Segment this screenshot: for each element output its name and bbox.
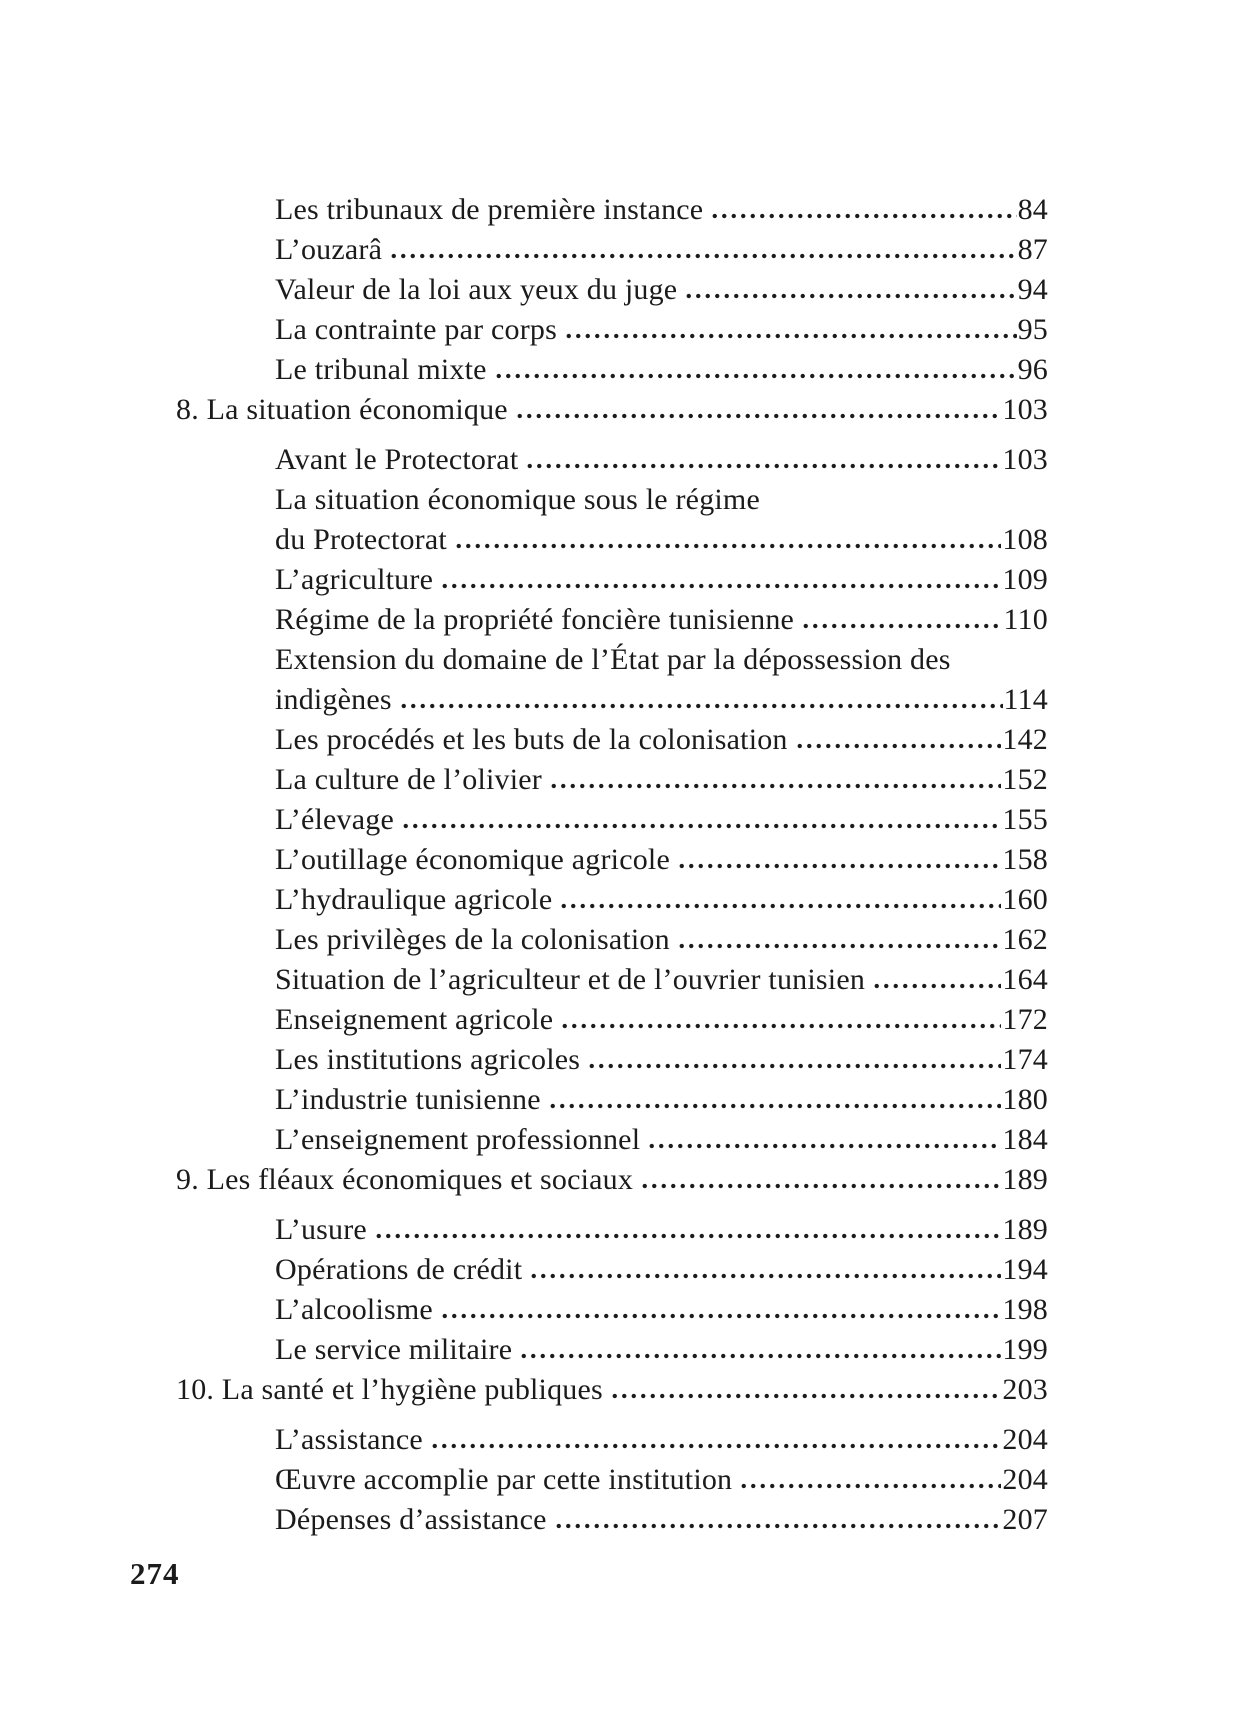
toc-entry-label: L’agriculture xyxy=(275,563,434,596)
toc-entry-page-number: 103 xyxy=(1002,443,1048,476)
toc-entry-line xyxy=(275,640,1048,680)
toc-entry-page-number: 158 xyxy=(1002,843,1048,876)
toc-entry xyxy=(176,640,1048,720)
dot-leader xyxy=(389,253,1016,259)
toc-entry-label: Opérations de crédit xyxy=(275,1253,523,1286)
toc-entry-line xyxy=(275,270,1048,310)
toc-entry-label: La contrainte par corps xyxy=(275,313,557,346)
dot-leader xyxy=(587,1063,1001,1069)
toc-entry-line xyxy=(275,1210,1048,1250)
toc-entry xyxy=(176,560,1048,600)
toc-entry-label: L’alcoolisme xyxy=(275,1293,433,1326)
toc-entry-label: Extension du domaine de l’État par la dépossession des xyxy=(275,643,951,676)
toc-entry-line xyxy=(275,230,1048,270)
toc-entry-line xyxy=(275,520,1048,560)
toc-entry-line xyxy=(176,1160,1048,1200)
toc-entry xyxy=(176,760,1048,800)
dot-leader xyxy=(430,1443,1001,1449)
dot-leader xyxy=(801,623,1002,629)
toc-entry-page-number: 207 xyxy=(1002,1503,1048,1536)
toc-entry xyxy=(176,1040,1048,1080)
dot-leader xyxy=(529,1273,1001,1279)
dot-leader xyxy=(440,583,1001,589)
toc-entry-line xyxy=(275,350,1048,390)
toc-entry-line xyxy=(275,480,1048,520)
toc-entry-line xyxy=(275,760,1048,800)
toc-entry xyxy=(176,1420,1048,1460)
toc-entry-label: L’enseignement professionnel xyxy=(275,1123,641,1156)
toc-entry-page-number: 95 xyxy=(1017,313,1048,346)
dot-leader xyxy=(399,703,1003,709)
toc-entry-line xyxy=(176,390,1048,430)
toc-entry xyxy=(176,1370,1048,1410)
toc-entry-label: L’industrie tunisienne xyxy=(275,1083,541,1116)
toc-entry-label: 9. Les fléaux économiques et sociaux xyxy=(176,1163,634,1196)
toc-entry-label: Les privilèges de la colonisation xyxy=(275,923,670,956)
dot-leader xyxy=(710,213,1016,219)
toc-entry-label: La situation économique sous le régime xyxy=(275,483,760,516)
toc-entry-line xyxy=(275,1330,1048,1370)
toc-entry-line xyxy=(275,1000,1048,1040)
toc-entry-page-number: 199 xyxy=(1002,1333,1048,1366)
toc-entry-label: L’ouzarâ xyxy=(275,233,383,266)
toc-entry xyxy=(176,350,1048,390)
dot-leader xyxy=(440,1313,1001,1319)
toc-entry xyxy=(176,1500,1048,1540)
dot-leader xyxy=(515,413,1002,419)
dot-leader xyxy=(610,1393,1002,1399)
toc-entry-page-number: 198 xyxy=(1002,1293,1048,1326)
toc-entry xyxy=(176,1000,1048,1040)
toc-entry-page-number: 84 xyxy=(1017,193,1048,226)
toc-entry-page-number: 172 xyxy=(1002,1003,1048,1036)
toc-entry-page-number: 189 xyxy=(1002,1213,1048,1246)
dot-leader xyxy=(374,1233,1001,1239)
dot-leader xyxy=(548,1103,1002,1109)
dot-leader xyxy=(560,1023,1001,1029)
toc-entry-page-number: 162 xyxy=(1002,923,1048,956)
toc-entry-label: L’élevage xyxy=(275,803,394,836)
toc-entry-line xyxy=(275,560,1048,600)
dot-leader xyxy=(677,943,1002,949)
toc-entry-line xyxy=(275,190,1048,230)
toc-entry-page-number: 180 xyxy=(1002,1083,1048,1116)
toc-entry-line xyxy=(275,1420,1048,1460)
toc-entry-line xyxy=(275,310,1048,350)
toc-entry-page-number: 194 xyxy=(1002,1253,1048,1286)
dot-leader xyxy=(684,293,1016,299)
dot-leader xyxy=(795,743,1002,749)
toc-entry-label: Valeur de la loi aux yeux du juge xyxy=(275,273,678,306)
toc-entry-page-number: 204 xyxy=(1002,1423,1048,1456)
toc-entry-page-number: 160 xyxy=(1002,883,1048,916)
toc-entry xyxy=(176,1120,1048,1160)
dot-leader xyxy=(401,823,1001,829)
toc-entry-label: 10. La santé et l’hygiène publiques xyxy=(176,1373,603,1406)
table-of-contents xyxy=(176,190,1048,1540)
page-folio: 274 xyxy=(130,1556,180,1591)
toc-entry-line xyxy=(275,1290,1048,1330)
toc-entry-label: Avant le Protectorat xyxy=(275,443,519,476)
toc-entry-line xyxy=(275,720,1048,760)
toc-entry-label: Les procédés et les buts de la colonisation xyxy=(275,723,788,756)
toc-entry xyxy=(176,960,1048,1000)
dot-leader xyxy=(519,1353,1001,1359)
toc-entry xyxy=(176,1290,1048,1330)
toc-entry-page-number: 155 xyxy=(1002,803,1048,836)
toc-entry-label: L’usure xyxy=(275,1213,367,1246)
toc-entry-label: 8. La situation économique xyxy=(176,393,508,426)
toc-entry-page-number: 87 xyxy=(1017,233,1048,266)
toc-entry-label: Enseignement agricole xyxy=(275,1003,554,1036)
toc-entry-line xyxy=(275,600,1048,640)
toc-entry xyxy=(176,1160,1048,1200)
toc-entry-page-number: 189 xyxy=(1002,1163,1048,1196)
toc-entry-line xyxy=(275,920,1048,960)
dot-leader xyxy=(564,333,1017,339)
toc-entry xyxy=(176,1080,1048,1120)
toc-entry xyxy=(176,840,1048,880)
toc-entry xyxy=(176,600,1048,640)
toc-entry xyxy=(176,230,1048,270)
dot-leader xyxy=(559,903,1001,909)
toc-entry-label: Régime de la propriété foncière tunisienne xyxy=(275,603,795,636)
toc-entry-line xyxy=(275,800,1048,840)
toc-entry-line xyxy=(275,680,1048,720)
toc-entry xyxy=(176,310,1048,350)
toc-entry-label: Le tribunal mixte xyxy=(275,353,487,386)
toc-entry-line xyxy=(275,1460,1048,1500)
toc-entry-line xyxy=(275,880,1048,920)
dot-leader xyxy=(640,1183,1001,1189)
toc-entry-label: L’outillage économique agricole xyxy=(275,843,670,876)
dot-leader xyxy=(739,1483,1001,1489)
dot-leader xyxy=(549,783,1001,789)
toc-entry-page-number: 164 xyxy=(1002,963,1048,996)
toc-entry xyxy=(176,1330,1048,1370)
toc-entry-page-number: 142 xyxy=(1002,723,1048,756)
toc-entry xyxy=(176,880,1048,920)
toc-entry-line xyxy=(275,440,1048,480)
toc-entry-page-number: 152 xyxy=(1002,763,1048,796)
dot-leader xyxy=(872,983,1001,989)
toc-entry-label: Le service militaire xyxy=(275,1333,513,1366)
toc-entry-label: Les institutions agricoles xyxy=(275,1043,581,1076)
toc-entry-page-number: 114 xyxy=(1003,683,1048,716)
dot-leader xyxy=(454,543,1001,549)
toc-entry-page-number: 204 xyxy=(1002,1463,1048,1496)
toc-entry-label: L’assistance xyxy=(275,1423,423,1456)
toc-entry-page-number: 103 xyxy=(1002,393,1048,426)
toc-entry-label: Les tribunaux de première instance xyxy=(275,193,704,226)
dot-leader xyxy=(494,373,1017,379)
toc-entry-label: Œuvre accomplie par cette institution xyxy=(275,1463,733,1496)
toc-entry-label: du Protectorat xyxy=(275,523,447,556)
dot-leader xyxy=(677,863,1001,869)
toc-entry-label: La culture de l’olivier xyxy=(275,763,542,796)
dot-leader xyxy=(525,463,1001,469)
toc-entry xyxy=(176,190,1048,230)
toc-entry-page-number: 109 xyxy=(1002,563,1048,596)
toc-entry-label: Dépenses d’assistance xyxy=(275,1503,547,1536)
toc-entry xyxy=(176,800,1048,840)
toc-entry-page-number: 174 xyxy=(1002,1043,1048,1076)
toc-entry-page-number: 184 xyxy=(1002,1123,1048,1156)
dot-leader xyxy=(554,1523,1002,1529)
toc-entry-line xyxy=(275,1040,1048,1080)
toc-entry-page-number: 94 xyxy=(1017,273,1048,306)
toc-entry xyxy=(176,1250,1048,1290)
toc-entry xyxy=(176,920,1048,960)
toc-entry-page-number: 108 xyxy=(1002,523,1048,556)
toc-entry-label: indigènes xyxy=(275,683,392,716)
toc-entry xyxy=(176,480,1048,560)
toc-entry-line xyxy=(275,840,1048,880)
toc-entry-page-number: 110 xyxy=(1003,603,1048,636)
toc-entry xyxy=(176,720,1048,760)
toc-entry xyxy=(176,440,1048,480)
toc-entry xyxy=(176,1460,1048,1500)
toc-entry-line xyxy=(275,1080,1048,1120)
toc-entry-line xyxy=(176,1370,1048,1410)
toc-entry-line xyxy=(275,1250,1048,1290)
toc-entry-label: Situation de l’agriculteur et de l’ouvrier tunisien xyxy=(275,963,866,996)
toc-entry xyxy=(176,270,1048,310)
toc-entry-line xyxy=(275,960,1048,1000)
toc-entry-line xyxy=(275,1500,1048,1540)
toc-entry-page-number: 96 xyxy=(1017,353,1048,386)
toc-entry xyxy=(176,1210,1048,1250)
toc-entry-page-number: 203 xyxy=(1002,1373,1048,1406)
toc-entry-line xyxy=(275,1120,1048,1160)
toc-entry xyxy=(176,390,1048,430)
toc-entry-label: L’hydraulique agricole xyxy=(275,883,553,916)
dot-leader xyxy=(647,1143,1001,1149)
